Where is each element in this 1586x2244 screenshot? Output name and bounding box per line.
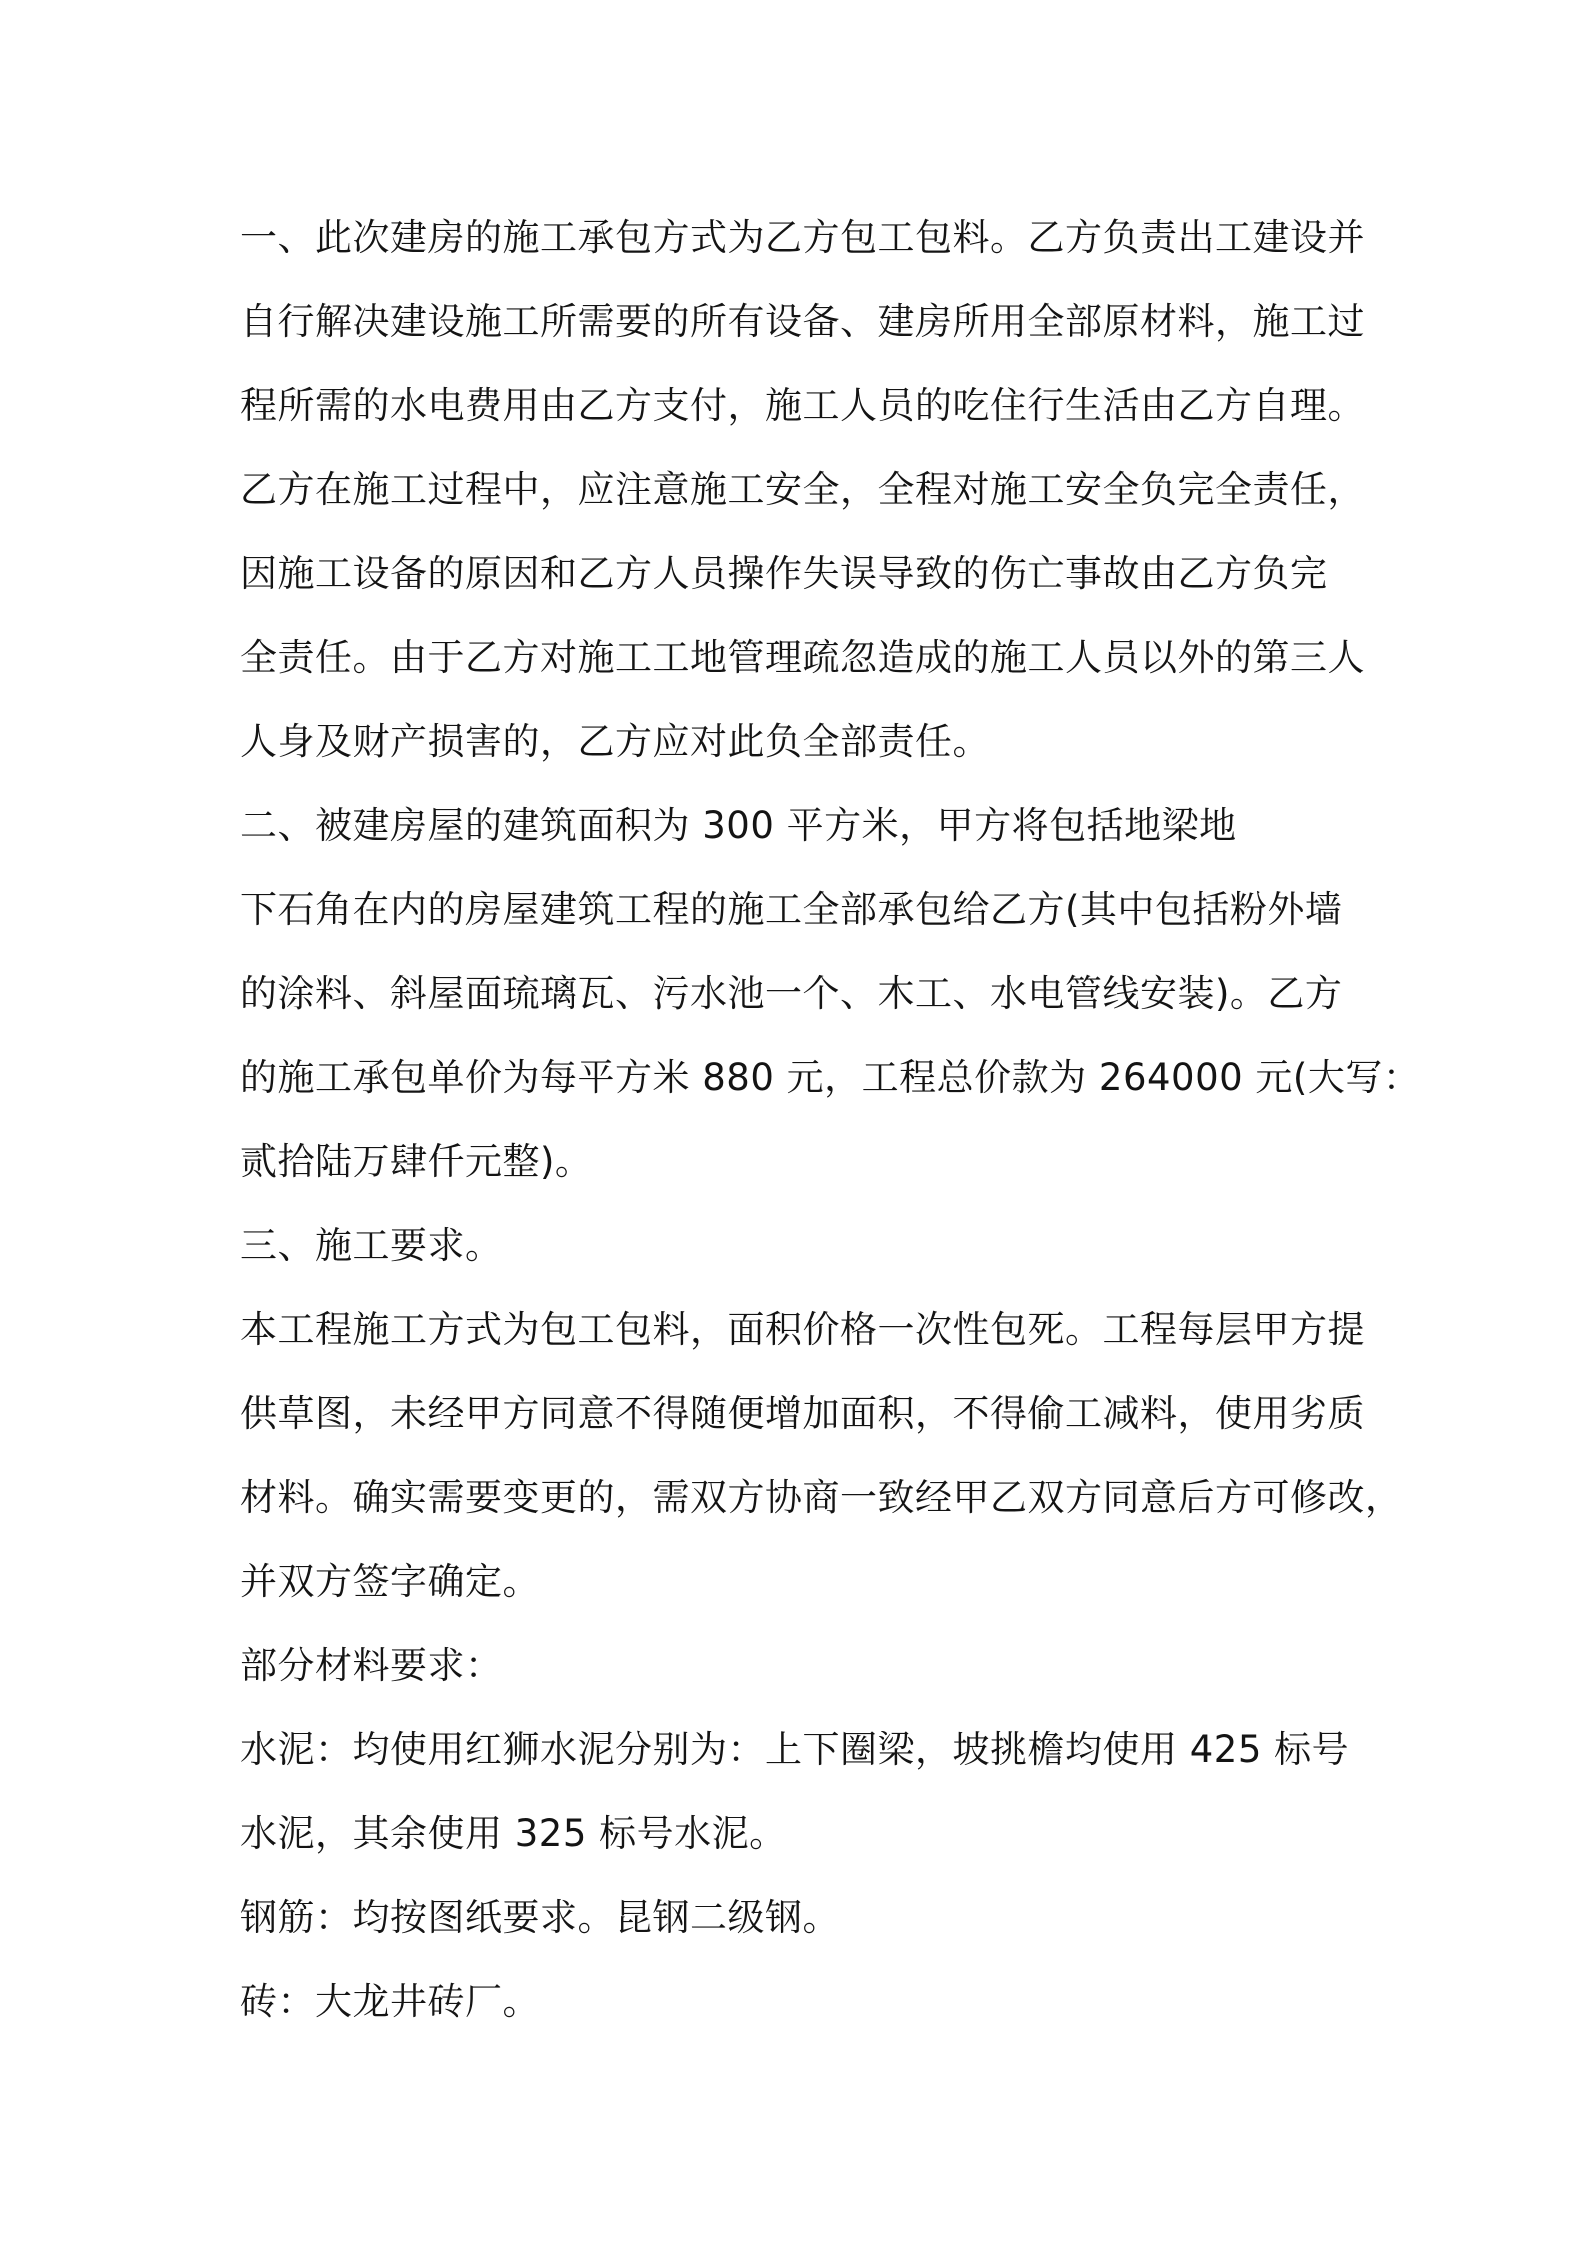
cement-line-1: 水泥：均使用红狮水泥分别为：上下圈梁，坡挑檐均使用 425 标号 xyxy=(240,1728,1350,1771)
section-1-line-2: 自行解决建设施工所需要的所有设备、建房所用全部原材料，施工过 xyxy=(240,300,1365,343)
brick-line: 砖：大龙井砖厂。 xyxy=(240,1980,540,2023)
document-body xyxy=(240,196,1421,2044)
section-1-line-3: 程所需的水电费用由乙方支付，施工人员的吃住行生活由乙方自理。 xyxy=(240,384,1365,427)
section-3-line-1: 本工程施工方式为包工包料，面积价格一次性包死。工程每层甲方提 xyxy=(240,1308,1365,1351)
section-2-line-5: 贰拾陆万肆仟元整)。 xyxy=(240,1140,593,1183)
rebar-line: 钢筋：均按图纸要求。昆钢二级钢。 xyxy=(240,1896,840,1939)
section-1-line-7: 人身及财产损害的，乙方应对此负全部责任。 xyxy=(240,720,990,763)
materials-heading: 部分材料要求： xyxy=(240,1644,503,1687)
section-2-line-2: 下石角在内的房屋建筑工程的施工全部承包给乙方(其中包括粉外墙 xyxy=(240,888,1343,931)
section-2-line-3: 的涂料、斜屋面琉璃瓦、污水池一个、木工、水电管线安装)。乙方 xyxy=(240,972,1343,1015)
section-2-line-4: 的施工承包单价为每平方米 880 元，工程总价款为 264000 元(大写： xyxy=(240,1056,1421,1099)
section-1-line-6: 全责任。由于乙方对施工工地管理疏忽造成的施工人员以外的第三人 xyxy=(240,636,1365,679)
cement-line-2: 水泥，其余使用 325 标号水泥。 xyxy=(240,1812,787,1855)
section-1-line-1: 一、此次建房的施工承包方式为乙方包工包料。乙方负责出工建设并 xyxy=(240,216,1365,259)
section-3-heading: 三、施工要求。 xyxy=(240,1224,503,1267)
section-3-line-2: 供草图，未经甲方同意不得随便增加面积，不得偷工减料，使用劣质 xyxy=(240,1392,1365,1435)
section-1-line-5: 因施工设备的原因和乙方人员操作失误导致的伤亡事故由乙方负完 xyxy=(240,552,1328,595)
section-1-line-4: 乙方在施工过程中，应注意施工安全，全程对施工安全负完全责任， xyxy=(240,468,1365,511)
section-3-line-3: 材料。确实需要变更的，需双方协商一致经甲乙双方同意后方可修改， xyxy=(240,1476,1403,1519)
section-2-line-1: 二、被建房屋的建筑面积为 300 平方米，甲方将包括地梁地 xyxy=(240,804,1237,847)
section-3-line-4: 并双方签字确定。 xyxy=(240,1560,540,1603)
